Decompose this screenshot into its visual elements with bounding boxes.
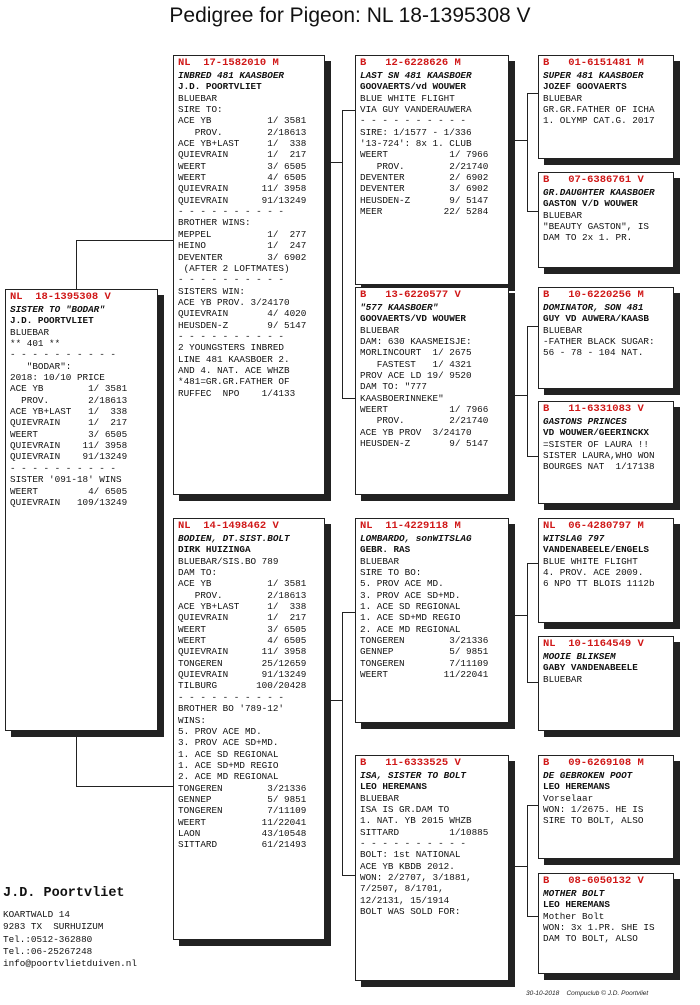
info-line: BLUEBAR: [360, 324, 400, 336]
info-line: 1. NAT. YB 2015 WHZB: [360, 815, 472, 827]
breeder-name: GOOVAERTS/VD WOUWER: [360, 313, 467, 325]
info-line: SIRE: 1/1577 - 1/336: [360, 126, 472, 138]
breeder-name: GASTON V/D WOUWER: [543, 198, 638, 210]
info-line: DAM TO BOLT, ALSO: [543, 933, 638, 945]
ring-number: B 11-6333525 V: [360, 757, 461, 769]
breeder-name: J.D. POORTVLIET: [178, 81, 262, 93]
ring-number: B 09-6269108 M: [543, 757, 644, 769]
pigeon-name: BODIEN, DT.SIST.BOLT: [178, 533, 290, 544]
pigeon-name: LAST SN 481 KAASBOER: [360, 70, 472, 81]
info-line: SISTERS WIN:: [178, 285, 245, 297]
info-line: HEUSDEN-Z 9/ 5147: [360, 438, 489, 450]
info-line: TILBURG 100/20428: [178, 680, 307, 692]
ring-number: B 12-6228626 M: [360, 57, 461, 69]
info-line: - - - - - - - - - -: [10, 349, 117, 361]
pedigree-card-dam-sire: [355, 518, 509, 723]
info-line: GENNEP 5/ 9851: [178, 793, 307, 805]
info-line: TONGEREN 3/21336: [178, 782, 307, 794]
info-line: 6 NPO TT BLOIS 1112b: [543, 578, 655, 590]
pedigree-card-dam-dam: [355, 755, 509, 981]
pedigree-card-ddd: [538, 873, 674, 974]
info-line: SIRE TO:: [178, 104, 223, 116]
postal-line: 9283 TX SURHUIZUM: [3, 921, 104, 933]
info-line: WEERT 4/ 6505: [178, 172, 307, 184]
info-line: QUIEVRAIN 11/ 3958: [178, 646, 307, 658]
info-line: 3. PROV ACE SD+MD.: [360, 589, 461, 601]
info-line: SITTARD 61/21493: [178, 839, 307, 851]
breeder-name: JOZEF GOOVAERTS: [543, 81, 627, 93]
info-line: LINE 481 KAASBOER 2.: [178, 353, 290, 365]
info-line: DEVENTER 3/ 6902: [178, 251, 307, 263]
info-line: 3. PROV ACE SD+MD.: [178, 737, 279, 749]
info-line: QUIEVRAIN 4/ 4020: [178, 308, 307, 320]
breeder-name: VD WOUWER/GEERINCKX: [543, 427, 650, 439]
info-line: QUIEVRAIN 11/ 3958: [178, 183, 307, 195]
ring-number: NL 14-1498462 V: [178, 520, 279, 532]
breeder-name: LEO HEREMANS: [543, 899, 610, 911]
breeder-name: GUY VD AUWERA/KAASB: [543, 313, 650, 325]
info-line: ACE YB+LAST 1/ 338: [178, 138, 307, 150]
info-line: HEUSDEN-Z 9/ 5147: [178, 319, 307, 331]
info-line: HEINO 1/ 247: [178, 240, 307, 252]
breeder-name: GABY VANDENABEELE: [543, 662, 638, 674]
info-line: BLUEBAR: [543, 209, 583, 221]
pigeon-name: GASTONS PRINCES: [543, 416, 627, 427]
email-line: info@poortvlietduiven.nl: [3, 958, 137, 970]
info-line: WEERT 3/ 6505: [178, 160, 307, 172]
info-line: SISTER LAURA,WHO WON: [543, 450, 655, 462]
info-line: SIRE TO BO:: [360, 567, 422, 579]
info-line: WEERT 11/22041: [360, 669, 489, 681]
ring-number: B 11-6331083 V: [543, 403, 644, 415]
info-line: WEERT 3/ 6505: [178, 623, 307, 635]
info-line: ACE YB PROV. 3/24170: [178, 296, 290, 308]
pigeon-name: DE GEBROKEN POOT: [543, 770, 633, 781]
pedigree-card-sss: [538, 55, 674, 159]
info-line: DEVENTER 3/ 6902: [360, 183, 489, 195]
info-line: ** 401 **: [10, 338, 61, 350]
info-line: 7/2507, 8/1701,: [360, 883, 444, 895]
address-line: KOARTWALD 14: [3, 909, 70, 920]
breeder-name: DIRK HUIZINGA: [178, 544, 251, 556]
info-line: QUIEVRAIN 1/ 217: [178, 612, 307, 624]
info-line: =SISTER OF LAURA !!: [543, 438, 650, 450]
ring-number: B 13-6220577 V: [360, 289, 461, 301]
info-line: BLUEBAR: [543, 673, 583, 685]
info-line: ACE YB 1/ 3581: [10, 383, 128, 395]
info-line: WEERT 4/ 6505: [10, 485, 128, 497]
info-line: BLUEBAR: [543, 92, 583, 104]
info-line: QUIEVRAIN 91/13249: [10, 451, 128, 463]
info-line: BROTHER WINS:: [178, 217, 251, 229]
info-line: MEER 22/ 5284: [360, 206, 489, 218]
pigeon-name: LOMBARDO, sonWITSLAG: [360, 533, 472, 544]
info-line: "BODAR":: [10, 360, 72, 372]
info-line: BLUEBAR: [543, 324, 583, 336]
info-line: (AFTER 2 LOFTMATES): [178, 262, 290, 274]
pedigree-card-dam: [173, 518, 325, 940]
info-line: QUIEVRAIN 1/ 217: [10, 417, 128, 429]
info-line: "BEAUTY GASTON", IS: [543, 221, 650, 233]
info-line: BOURGES NAT 1/17138: [543, 461, 655, 473]
info-line: - - - - - - - - - -: [10, 462, 117, 474]
info-line: QUIEVRAIN 1/ 217: [178, 149, 307, 161]
info-line: PROV. 2/21740: [360, 415, 489, 427]
breeder-name-heading: J.D. Poortvliet: [3, 886, 125, 901]
pigeon-name: MOOIE BLIKSEM: [543, 651, 616, 662]
info-line: 5. PROV ACE MD.: [178, 725, 262, 737]
info-line: '13-724': 8x 1. CLUB: [360, 138, 472, 150]
info-line: WEERT 11/22041: [178, 816, 307, 828]
info-line: *481=GR.GR.FATHER OF: [178, 376, 290, 388]
info-line: LAON 43/10548: [178, 827, 307, 839]
ring-number: B 10-6220256 M: [543, 289, 644, 301]
info-line: PROV. 2/21740: [360, 160, 489, 172]
pedigree-card-ssd: [538, 172, 674, 268]
pedigree-card-sds: [538, 287, 674, 389]
ring-number: NL 10-1164549 V: [543, 638, 644, 650]
info-line: 1. ACE SD+MD REGIO: [360, 612, 461, 624]
info-line: 1. ACE SD+MD REGIO: [178, 759, 279, 771]
info-line: WON: 1/2675. HE IS: [543, 804, 644, 816]
info-line: KAASBOERINNEKE": [360, 392, 444, 404]
info-line: SITTARD 1/10885: [360, 826, 489, 838]
info-line: AND 4. NAT. ACE WHZB: [178, 364, 290, 376]
pigeon-name: INBRED 481 KAASBOER: [178, 70, 285, 81]
info-line: 5. PROV ACE MD.: [360, 578, 444, 590]
info-line: BLUEBAR: [178, 92, 218, 104]
info-line: - - - - - - - - - -: [360, 838, 467, 850]
info-line: 2018: 10/10 PRICE: [10, 372, 105, 384]
pigeon-name: ISA, SISTER TO BOLT: [360, 770, 467, 781]
info-line: ACE YB+LAST 1/ 338: [178, 601, 307, 613]
pigeon-name: MOTHER BOLT: [543, 888, 605, 899]
info-line: Mother Bolt: [543, 910, 605, 922]
ring-number: B 07-6386761 V: [543, 174, 644, 186]
info-line: - - - - - - - - - -: [178, 206, 285, 218]
info-line: DEVENTER 2/ 6902: [360, 172, 489, 184]
pigeon-name: SISTER TO "BODAR": [10, 304, 105, 315]
breeder-name: VANDENABEELE/ENGELS: [543, 544, 650, 556]
info-line: - - - - - - - - - -: [178, 274, 285, 286]
ring-number: NL 11-4229118 M: [360, 520, 461, 532]
info-line: BLUE WHITE FLIGHT: [543, 555, 638, 567]
info-line: TONGEREN 7/11109: [360, 657, 489, 669]
info-line: QUIEVRAIN 91/13249: [178, 194, 307, 206]
info-line: ACE YB KBDB 2012.: [360, 860, 455, 872]
pedigree-card-sire-dam: [355, 287, 509, 495]
pigeon-name: SUPER 481 KAASBOER: [543, 70, 644, 81]
info-line: - - - - - - - - - -: [178, 330, 285, 342]
pedigree-card-subject: [5, 289, 158, 731]
breeder-name: GEBR. RAS: [360, 544, 411, 556]
ring-number: NL 06-4280797 M: [543, 520, 644, 532]
info-line: PROV. 2/18613: [178, 126, 307, 138]
info-line: ACE YB+LAST 1/ 338: [10, 406, 128, 418]
pigeon-name: GR.DAUGHTER KAASBOER: [543, 187, 655, 198]
phone-line: Tel.:0512-362880: [3, 933, 93, 945]
info-line: DAM TO:: [178, 567, 218, 579]
info-line: DAM TO 2x 1. PR.: [543, 232, 633, 244]
info-line: DAM: 630 KAASMEISJE:: [360, 336, 472, 348]
breeder-contact: [3, 885, 137, 970]
info-line: BOLT: 1st NATIONAL: [360, 849, 461, 861]
pedigree-card-sdd: [538, 401, 674, 504]
pedigree-card-dsd: [538, 636, 674, 731]
pedigree-card-sire-sire: [355, 55, 509, 285]
info-line: 2. ACE MD REGIONAL: [178, 771, 279, 783]
info-line: RUFFEC NPO 1/4133: [178, 387, 296, 399]
info-line: TONGEREN 25/12659: [178, 657, 307, 669]
info-line: ACE YB 1/ 3581: [178, 578, 307, 590]
pigeon-name: WITSLAG 797: [543, 533, 605, 544]
info-line: WINS:: [178, 714, 206, 726]
info-line: ISA IS GR.DAM TO: [360, 804, 450, 816]
pedigree-card-sire: [173, 55, 325, 495]
info-line: VIA GUY VANDERAUWERA: [360, 104, 472, 116]
info-line: 56 - 78 - 104 NAT.: [543, 347, 644, 359]
info-line: ACE YB PROV 3/24170: [360, 426, 472, 438]
info-line: BLUEBAR: [360, 555, 400, 567]
info-line: 4. PROV. ACE 2009.: [543, 567, 644, 579]
info-line: QUIEVRAIN 109/13249: [10, 496, 128, 508]
info-line: GENNEP 5/ 9851: [360, 646, 489, 658]
ring-number: NL 18-1395308 V: [10, 291, 111, 303]
info-line: WON: 3x 1.PR. SHE IS: [543, 922, 655, 934]
info-line: BOLT WAS SOLD FOR:: [360, 906, 461, 918]
page-title: Pedigree for Pigeon: NL 18-1395308 V: [169, 4, 531, 27]
ring-number: NL 17-1582010 M: [178, 57, 279, 69]
info-line: 1. ACE SD REGIONAL: [360, 601, 461, 613]
info-line: MORLINCOURT 1/ 2675: [360, 347, 472, 359]
info-line: BLUEBAR: [360, 792, 400, 804]
info-line: 12/2131, 15/1914: [360, 894, 450, 906]
info-line: MEPPEL 1/ 277: [178, 228, 307, 240]
info-line: TONGEREN 3/21336: [360, 635, 489, 647]
info-line: PROV. 2/18613: [10, 394, 128, 406]
info-line: DAM TO: "777: [360, 381, 427, 393]
info-line: Vorselaar: [543, 792, 594, 804]
breeder-name: LEO HEREMANS: [360, 781, 427, 793]
info-line: QUIEVRAIN 11/ 3958: [10, 440, 128, 452]
info-line: BROTHER BO '789-12': [178, 703, 285, 715]
info-line: SISTER '091-18' WINS: [10, 474, 122, 486]
info-line: PROV. 2/18613: [178, 589, 307, 601]
pigeon-name: "577 KAASBOER": [360, 302, 439, 313]
info-line: - - - - - - - - - -: [360, 115, 467, 127]
info-line: PROV ACE LD 19/ 9520: [360, 370, 472, 382]
breeder-name: GOOVAERTS/vd WOUWER: [360, 81, 467, 93]
footer-credit: 30-10-2018 Compuclub © J.D. Poortvliet: [526, 990, 649, 997]
info-line: 1. OLYMP CAT.G. 2017: [543, 115, 655, 127]
info-line: BLUEBAR/SIS.BO 789: [178, 555, 279, 567]
breeder-name: J.D. POORTVLIET: [10, 315, 94, 327]
info-line: FASTEST 1/ 4321: [360, 358, 472, 370]
info-line: TONGEREN 7/11109: [178, 805, 307, 817]
info-line: SIRE TO BOLT, ALSO: [543, 815, 644, 827]
info-line: GR.GR.FATHER OF ICHA: [543, 104, 655, 116]
breeder-name: LEO HEREMANS: [543, 781, 610, 793]
info-line: WON: 2/2707, 3/1881,: [360, 872, 472, 884]
info-line: -FATHER BLACK SUGAR:: [543, 336, 655, 348]
pedigree-card-dss: [538, 518, 674, 623]
ring-number: B 01-6151481 M: [543, 57, 644, 69]
info-line: 2. ACE MD REGIONAL: [360, 623, 461, 635]
info-line: WEERT 1/ 7966: [360, 149, 489, 161]
info-line: WEERT 3/ 6505: [10, 428, 128, 440]
info-line: QUIEVRAIN 91/13249: [178, 669, 307, 681]
ring-number: B 08-6050132 V: [543, 875, 644, 887]
info-line: WEERT 4/ 6505: [178, 635, 307, 647]
info-line: 2 YOUNGSTERS INBRED: [178, 342, 285, 354]
pedigree-card-dds: [538, 755, 674, 859]
info-line: BLUEBAR: [10, 326, 50, 338]
info-line: HEUSDEN-Z 9/ 5147: [360, 194, 489, 206]
info-line: 1. ACE SD REGIONAL: [178, 748, 279, 760]
info-line: BLUE WHITE FLIGHT: [360, 92, 455, 104]
pigeon-name: DOMINATOR, SON 481: [543, 302, 644, 313]
info-line: WEERT 1/ 7966: [360, 404, 489, 416]
info-line: ACE YB 1/ 3581: [178, 115, 307, 127]
mobile-line: Tel.:06-25267248: [3, 945, 93, 957]
info-line: - - - - - - - - - -: [178, 691, 285, 703]
